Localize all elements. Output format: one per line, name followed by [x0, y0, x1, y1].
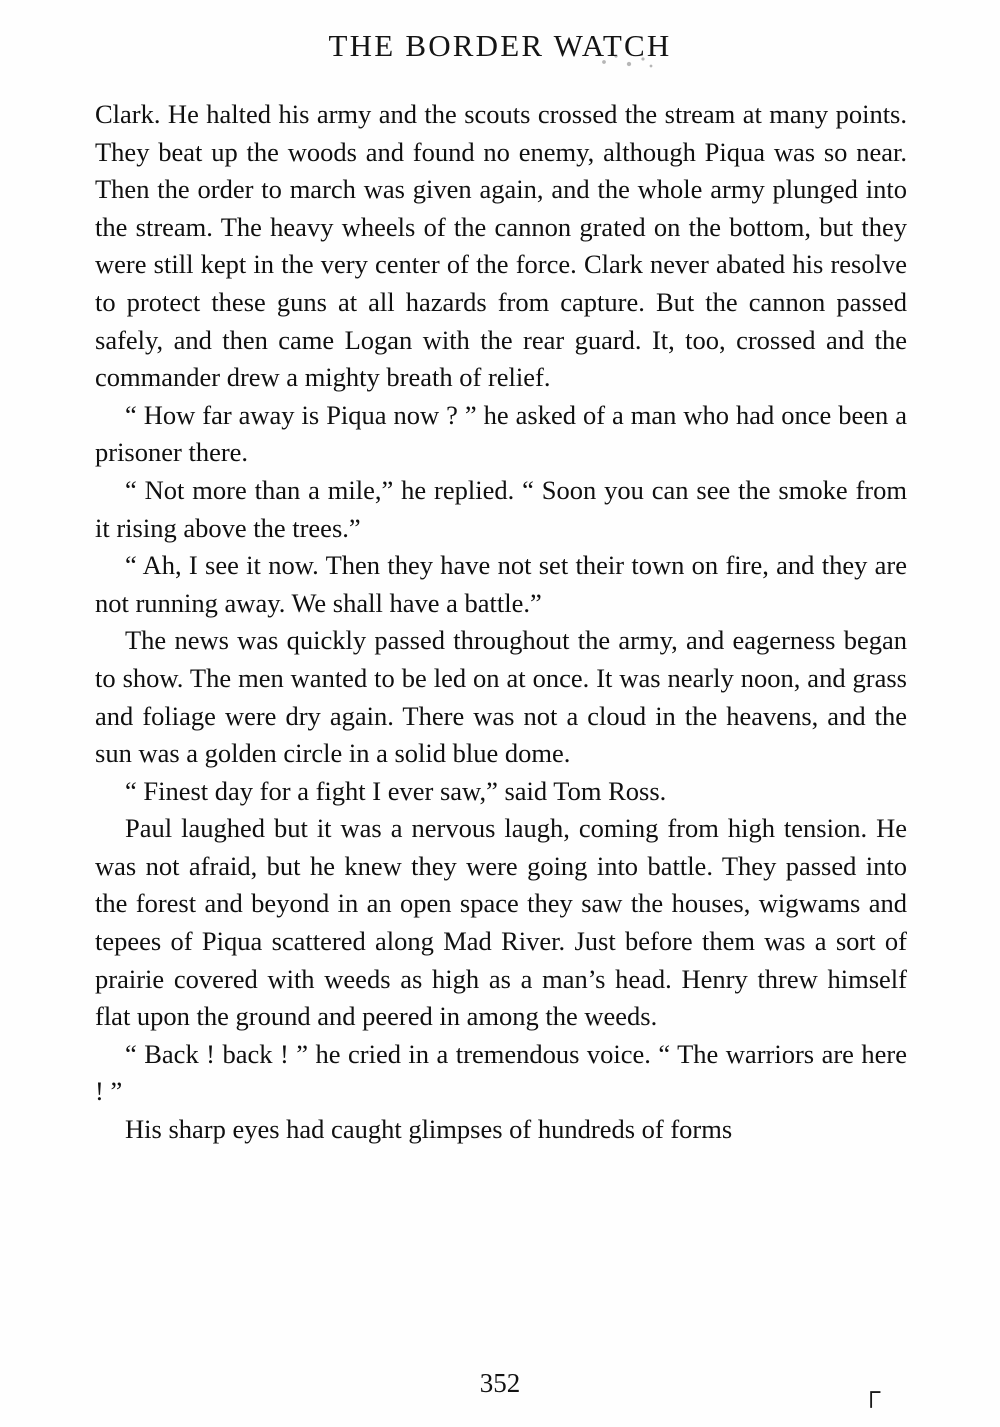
paragraph-2: “ How far away is Piqua now ? ” he asked of a man who had once been a prisoner there. — [95, 399, 907, 468]
ink-smudge — [596, 50, 656, 72]
paragraph-5: The news was quickly passed throughout the army, and eagerness began to show. The men wanted to be led on at once. It was nearly noon, and grass and foliage were dry again. There was not a cloud in the heavens, and the sun was a golden circle in a solid blue dome. — [95, 625, 907, 769]
paragraph-3: “ Not more than a mile,” he replied. “ Soon you can see the smoke from it rising above the trees.” — [95, 474, 907, 543]
paragraph-7: Paul laughed but it was a nervous laugh, coming from high tension. He was not afraid, but he knew they were going into battle. They passed into the forest and beyond in an open space they saw the houses, wigwams and tepees of Piqua scattered along Mad River. Just before them was a sort of prairie covered with weeds as high as a man’s head. Henry threw himself flat upon the ground and peered in among the weeds. — [95, 813, 907, 1032]
paragraph-1: Clark. He halted his army and the scouts crossed the stream at many points. They beat up the woods and found no enemy, although Piqua was so near. Then the order to march was given again, and the whole army plunged into the stream. The heavy wheels of the cannon grated on the bottom, but they were still kept in the very center of the force. Clark never abated his resolve to protect these guns at all hazards from capture. But the cannon passed safely, and then came Logan with the rear guard. It, too, crossed and the commander drew a mighty breath of relief. — [95, 99, 907, 393]
paragraph-8: “ Back ! back ! ” he cried in a tremendous voice. “ The warriors are here ! ” — [95, 1038, 907, 1107]
running-head: THE BORDER WATCH — [328, 28, 672, 63]
paragraph-9: His sharp eyes had caught glimpses of hundreds of forms — [125, 1114, 733, 1145]
paragraph-6: “ Finest day for a fight I ever saw,” said Tom Ross. — [125, 775, 667, 806]
paragraph-4: “ Ah, I see it now. Then they have not set their town on fire, and they are not running away. We shall have a battle.” — [95, 550, 907, 618]
corner-mark-icon: ┌ — [862, 1377, 881, 1406]
page-number: 352 — [479, 1368, 521, 1398]
page-body-text — [95, 96, 907, 1149]
